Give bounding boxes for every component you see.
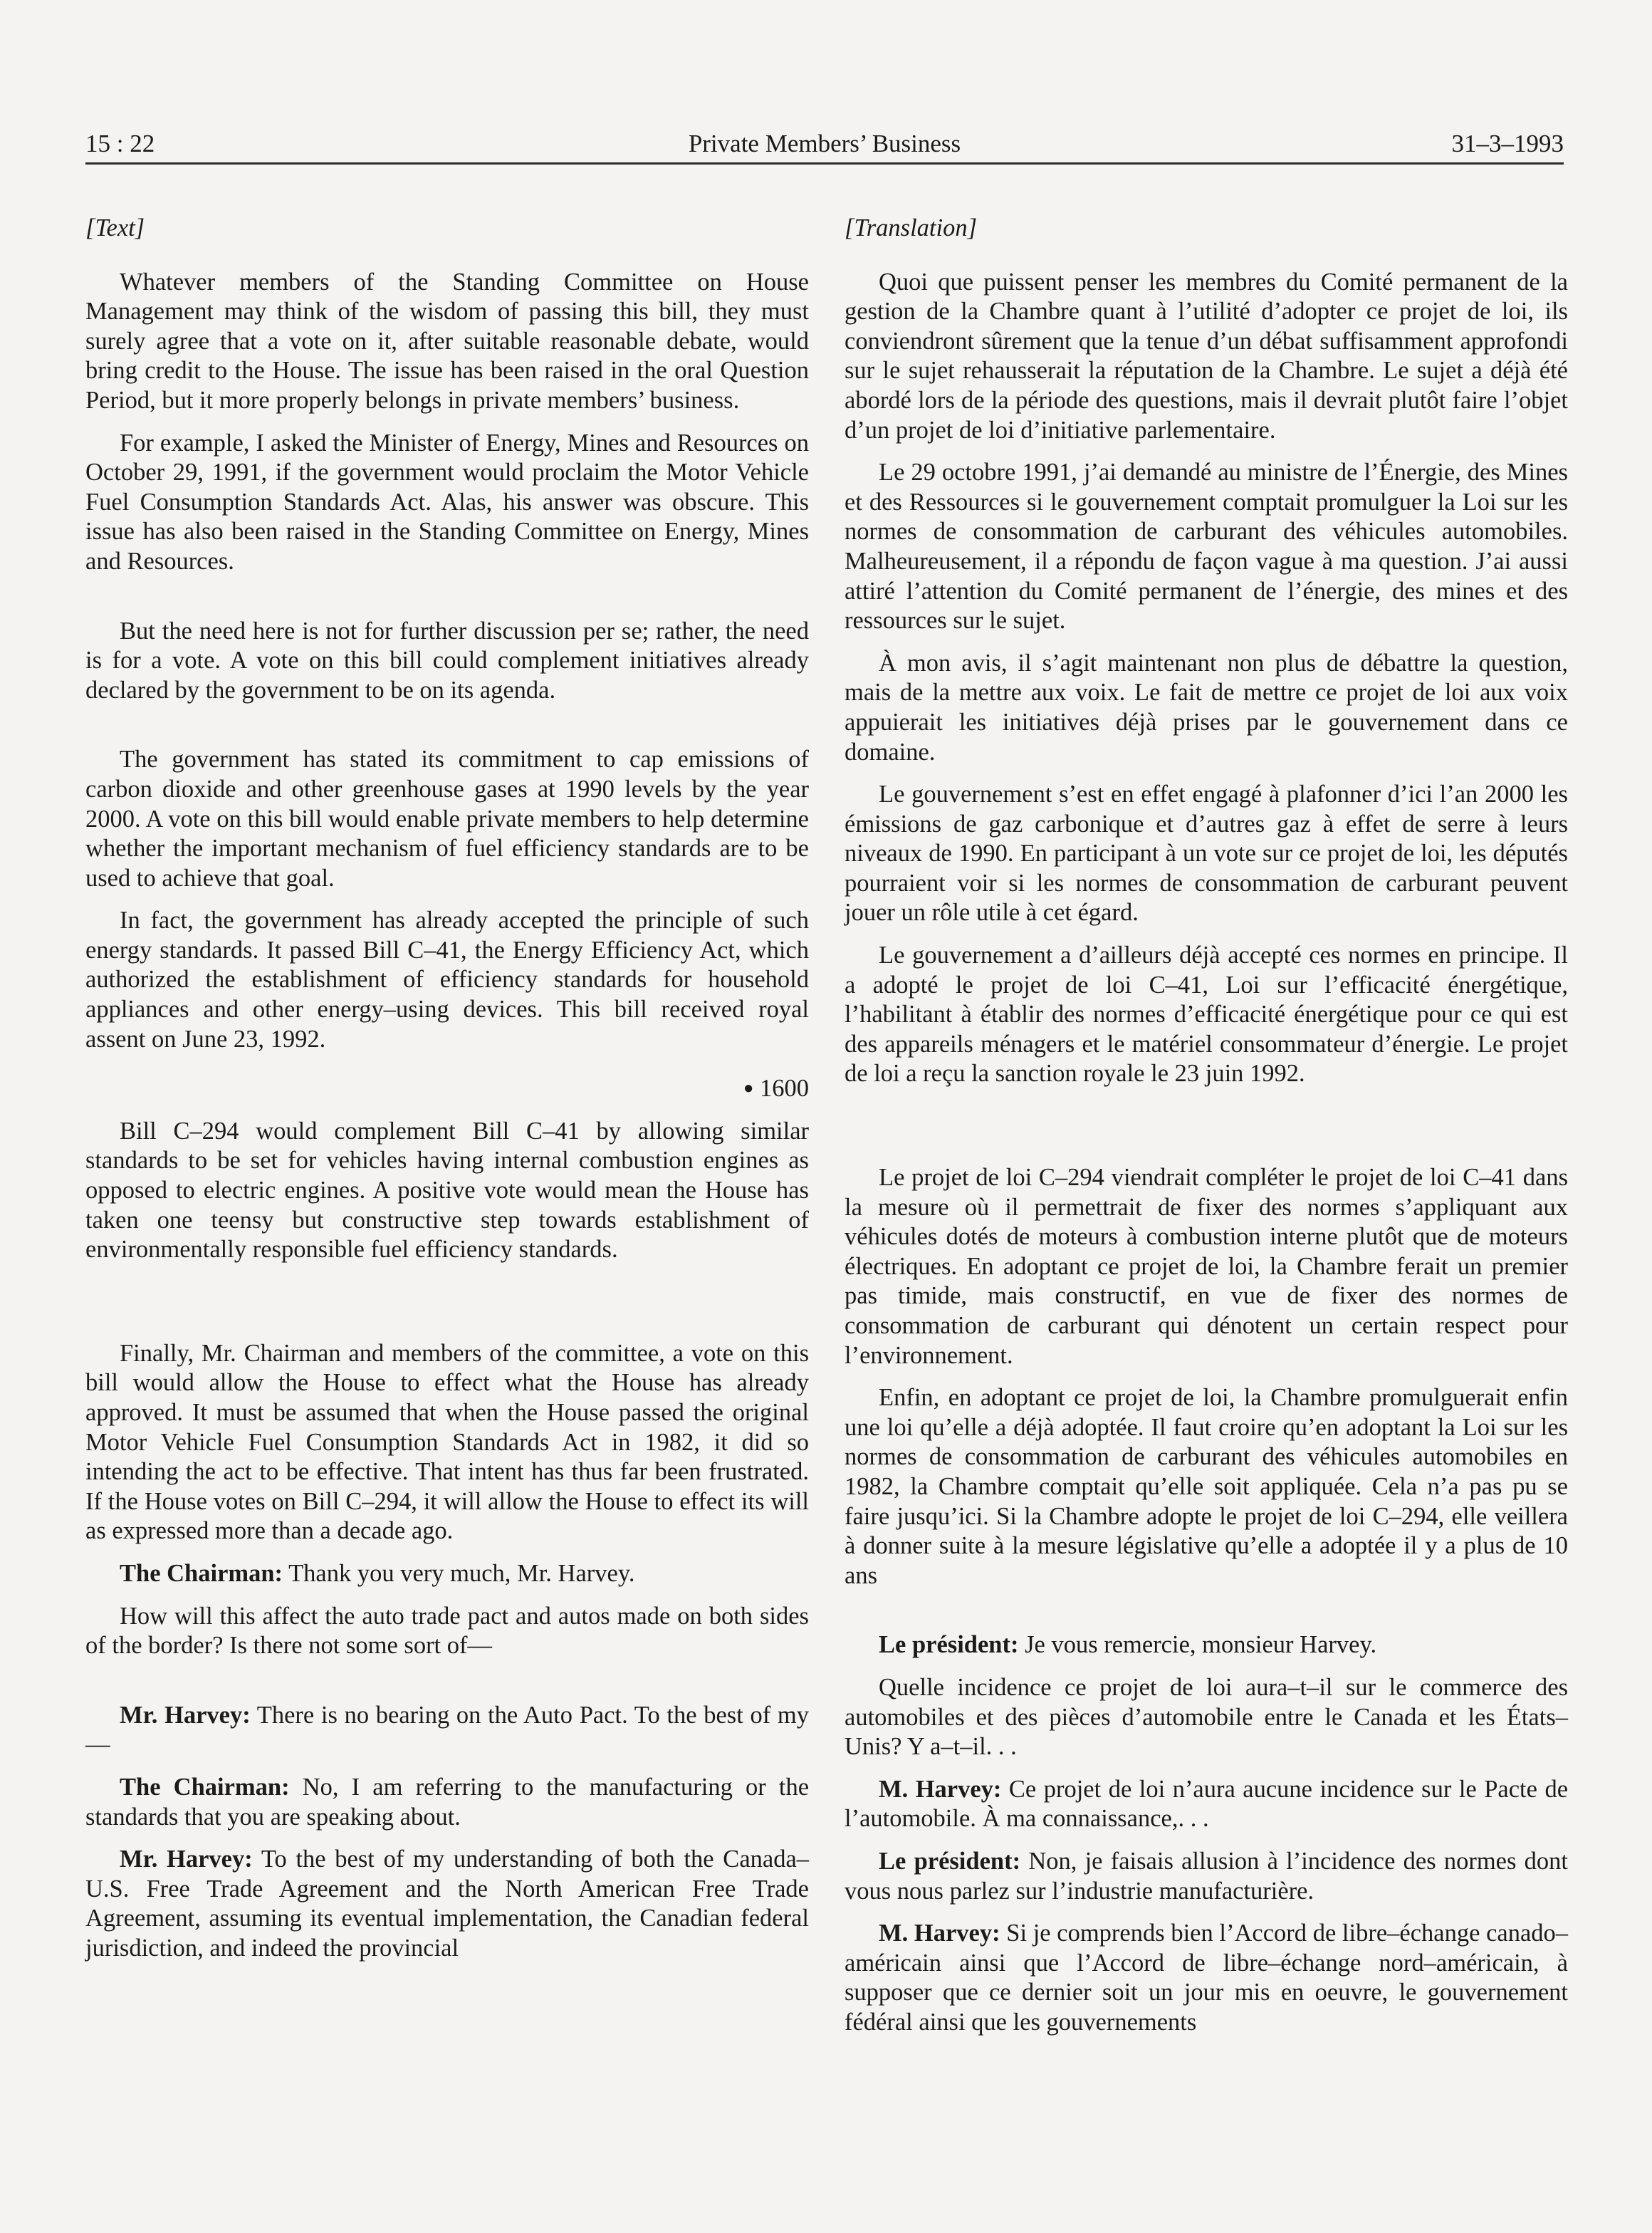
speaker-name: The Chairman: <box>120 1559 283 1587</box>
speech <box>845 1919 1568 2037</box>
speaker-name: Mr. Harvey: <box>120 1701 251 1729</box>
paragraph: But the need here is not for further discussion per se; rather, the need is for a vote. A vote on this bill could complement initiatives already declared by the government to be on its agenda. <box>85 617 809 704</box>
paragraph: The government has stated its commitment to cap emissions of carbon dioxide and other greenhouse gases at 1990 levels by the year 2000. A vote on this bill would enable private members to help determine whether the important mechanism of fuel efficiency standards are to be used to achieve that goal. <box>85 746 809 892</box>
speech <box>845 1775 1568 1834</box>
english-column <box>85 214 809 1964</box>
paragraph: Quoi que puissent penser les membres du Comité permanent de la gestion de la Chambre quant à l’utilité d’adopter ce projet de loi, ils conviendront sûrement que la tenue d’un débat suffisamment approfondi sur le sujet rehausserait la réputation de la Chambre. Le sujet a déjà été abordé lors de la période des questions, mais il devrait plutôt faire l’objet d’un projet de loi d’initiative parlementaire. <box>845 268 1568 444</box>
paragraph: Finally, Mr. Chairman and members of the committee, a vote on this bill would allow the House to effect what the House has already approved. It must be assumed that when the House passed the original Motor Vehicle Fuel Consumption Standards Act in 1982, it did so intending the act to be effective. That intent has thus far been frustrated. If the House votes on Bill C–294, it will allow the House to effect its will as expressed more than a decade ago. <box>85 1339 809 1545</box>
speech-text: Thank you very much, Mr. Harvey. <box>288 1559 635 1587</box>
speaker-name: Le président: <box>879 1847 1021 1875</box>
speech-text: Non, je faisais allusion à l’incidence des normes dont vous nous parlez sur l’industrie manufacturière. <box>845 1847 1569 1905</box>
speech-text: There is no bearing on the Auto Pact. To the best of my— <box>85 1701 809 1759</box>
speech <box>845 1630 1568 1660</box>
time-marker <box>85 1074 809 1104</box>
french-column <box>845 214 1568 2037</box>
paragraph: In fact, the government has already accepted the principle of such energy standards. It passed Bill C–41, the Energy Efficiency Act, which authorized the establishment of efficiency standards for household appliances and other energy–using devices. This bill received royal assent on June 23, 1992. <box>85 907 809 1053</box>
speech-text: To the best of my understanding of both the Canada–U.S. Free Trade Agreement and the North American Free Trade Agreement, assuming its eventual implementation, the Canadian federal jurisdiction, and indeed the provincial <box>85 1846 810 1962</box>
paragraph: Bill C–294 would complement Bill C–41 by allowing similar standards to be set for vehicles having internal combustion engines as opposed to electric engines. A positive vote would mean the House has taken one teensy but constructive step towards establishment of environmentally responsible fuel efficiency standards. <box>85 1117 809 1264</box>
paragraph: Le 29 octobre 1991, j’ai demandé au ministre de l’Énergie, des Mines et des Ressources si le gouvernement comptait promulguer la Loi sur les normes de consommation de carburant des véhicules automobiles. Malheureusement, il a répondu de façon vague à ma question. J’ai aussi attiré l’attention du Comité permanent de l’énergie, des mines et des ressources sur le sujet. <box>845 459 1568 635</box>
speech <box>845 1673 1568 1762</box>
speech-text: Je vous remercie, monsieur Harvey. <box>1025 1631 1377 1659</box>
page-number: 15 : 22 <box>85 130 155 157</box>
paragraph: Le projet de loi C–294 viendrait compléter le projet de loi C–41 dans la mesure où il permettrait de fixer des normes s’appliquant aux véhicules dotés de moteurs à combustion interne plutôt que de moteurs électriques. En adoptant ce projet de loi, la Chambre ferait un premier pas timide, mais constructif, en vue de fixer des normes de consommation de carburant qui dénotent un certain respect pour l’environnement. <box>845 1164 1568 1369</box>
speech-text: How will this affect the auto trade pact and autos made on both sides of the border? Is there not some sort of— <box>85 1602 809 1660</box>
speech-text: Ce projet de loi n’aura aucune incidence sur le Pacte de l’automobile. À ma connaissance,. . . <box>845 1775 1569 1833</box>
speech <box>845 1847 1568 1906</box>
label-text: Text <box>95 214 135 241</box>
speech-text: Si je comprends bien l’Accord de libre–échange canado–américain ainsi que l’Accord de libre–échange nord–américain, à supposer que ce dernier soit un jour mis en oeuvre, le gouvernement fédéral ainsi que les gouvernements <box>845 1920 1569 2036</box>
speaker-name: Mr. Harvey: <box>120 1846 253 1873</box>
speaker-name: M. Harvey: <box>879 1920 1000 1947</box>
paragraph: À mon avis, il s’agit maintenant non plus de débattre la question, mais de la mettre aux voix. Le fait de mettre ce projet de loi aux voix appuierait les initiatives déjà prises par le gouvernement dans ce domaine. <box>845 649 1568 766</box>
paragraph: Whatever members of the Standing Committee on House Management may think of the wisdom of passing this bill, they must surely agree that a vote on it, after suitable reasonable debate, would bring credit to the House. The issue has been raised in the oral Question Period, but it more properly belongs in private members’ business. <box>85 268 809 414</box>
speaker-name: Le président: <box>879 1631 1019 1659</box>
paragraph: Le gouvernement a d’ailleurs déjà accepté ces normes en principe. Il a adopté le projet de loi C–41, Loi sur l’efficacité énergétique, l’habilitant à établir des normes d’efficacité énergétique pour ce qui est des appareils ménagers et le matériel consommateur d’énergie. Le projet de loi a reçu la sanction royale le 23 juin 1992. <box>845 942 1568 1088</box>
sitting-date: 31–3–1993 <box>1451 130 1564 157</box>
paragraph: For example, I asked the Minister of Energy, Mines and Resources on October 29, 1991, if the government would proclaim the Motor Vehicle Fuel Consumption Standards Act. Alas, his answer was obscure. This issue has also been raised in the Standing Committee on Energy, Mines and Resources. <box>85 429 809 575</box>
speech-text: No, I am referring to the manufacturing or the standards that you are speaking about. <box>85 1773 810 1831</box>
speech-text: Quelle incidence ce projet de loi aura–t–il sur le commerce des automobiles et des pièces d’automobile entre le Canada et les États–Unis? Y a–t–il. . . <box>845 1673 1568 1761</box>
speaker-name: M. Harvey: <box>879 1775 1002 1803</box>
time-value: 1600 <box>760 1075 809 1103</box>
speech <box>85 1602 809 1661</box>
running-title: Private Members’ Business <box>688 130 961 157</box>
bullet-icon: ● <box>743 1079 754 1098</box>
column-label: [Translation] <box>845 214 978 241</box>
speaker-name: The Chairman: <box>120 1773 290 1801</box>
speech <box>85 1701 809 1760</box>
header-rule <box>85 162 1564 165</box>
speech <box>85 1559 809 1589</box>
column-label: [Text] <box>85 214 145 241</box>
speech <box>85 1845 809 1963</box>
page-header <box>85 127 1564 167</box>
speech <box>85 1773 809 1832</box>
label-text: Translation <box>854 214 968 241</box>
paragraph: Enfin, en adoptant ce projet de loi, la Chambre promulguerait enfin une loi qu’elle a déjà adoptée. Il faut croire qu’en adoptant la Loi sur les normes de consommation de carburant des véhicules automobiles en 1982, la Chambre comptait qu’elle soit appliquée. Cela n’a pas pu se faire jusqu’ici. Si la Chambre adopte le projet de loi C–294, elle veillera à donner suite à la mesure législative qu’elle a adoptée il y a plus de 10 ans <box>845 1384 1568 1589</box>
paragraph: Le gouvernement s’est en effet engagé à plafonner d’ici l’an 2000 les émissions de gaz carbonique et d’autres gaz à effet de serre à leurs niveaux de 1990. En participant à un vote sur ce projet de loi, les députés pourraient voir si les normes de consommation de carburant peuvent jouer un rôle utile à cet égard. <box>845 781 1568 927</box>
